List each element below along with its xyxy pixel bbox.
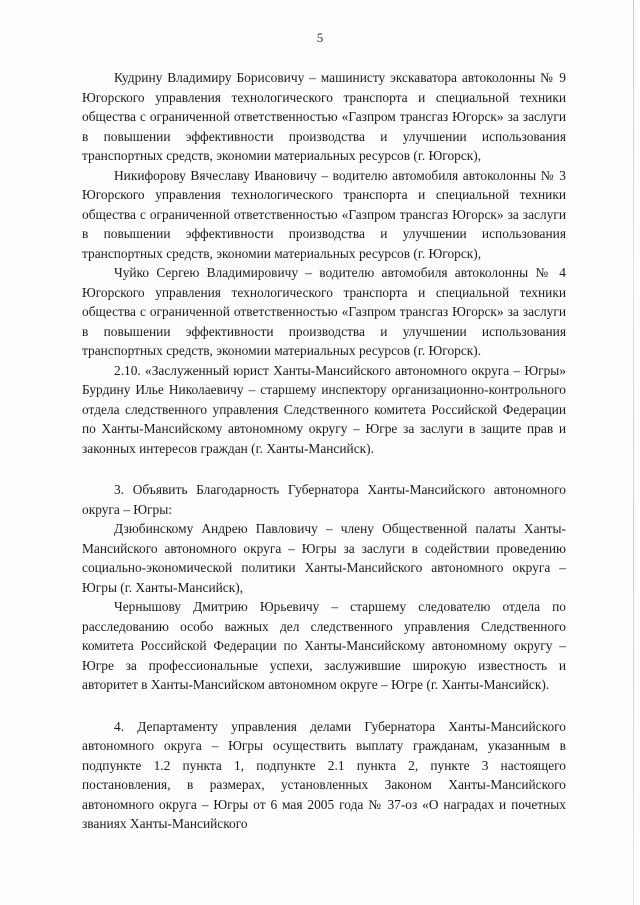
paragraph-item-2-10: 2.10. «Заслуженный юрист Ханты-Мансийского автономного округа – Югры» Бурдину Илье Николаевичу – старшему инспектору организационно-контрольного отдела следственного управления Следственного комитета Российской Федерации по Ханты-Мансийскому автономному округу – Югре за заслуги в защите прав и законных интересов граждан (г. Ханты-Мансийск). [82, 362, 566, 456]
paragraph-chernyshov: Чернышову Дмитрию Юрьевичу – старшему следователю отдела по расследованию особо важных дел следственного управления Следственного комитета Российской Федерации по Ханты-Мансийскому автономному округу – Югре за профессиональные успехи, заслужившие широкую известность и авторитет в Ханты-Мансийском автономном округе – Югре (г. Ханты-Мансийск). [82, 599, 566, 692]
paragraph-item-4: 4. Департаменту управления делами Губернатора Ханты-Мансийского автономного округа – Югры осуществить выплату гражданам, указанным в подпункте 1.2 пункта 1, подпункте 2.1 пункта 2, пункте 3 настоящего постановления, в размерах, установленных Законом Ханты-Мансийского автономного округа – Югры от 6 мая 2005 года № 37-оз «О наградах и почетных званиях Ханты-Мансийского [82, 718, 566, 831]
section-spacer [82, 458, 566, 480]
paragraph-kudrin: Кудрину Владимиру Борисовичу – машинисту экскаватора автоколонны № 9 Югорского управления технологического транспорта и специальной техники общества с ограниченной ответственностью «Газпром трансгаз Югорск» за заслуги в повышении эффективности производства и улучшении использования транспортных средств, экономии материальных ресурсов (г. Югорск), [82, 70, 566, 163]
paragraph-dzyubinsky: Дзюбинскому Андрею Павловичу – члену Общественной палаты Ханты-Мансийского автономного округа – Югры за заслуги в содействии проведению социально-экономической политики Ханты-Мансийского автономного округа – Югры (г. Ханты-Мансийск), [82, 521, 566, 595]
paragraph-nikiforov: Никифорову Вячеславу Ивановичу – водителю автомобиля автоколонны № 3 Югорского управления технологического транспорта и специальной техники общества с ограниченной ответственностью «Газпром трансгаз Югорск» за заслуги в повышении эффективности производства и улучшении использования транспортных средств, экономии материальных ресурсов (г. Югорск), [82, 167, 566, 261]
scan-edge-shadow [633, 0, 634, 905]
document-body [82, 68, 566, 834]
paragraph-chuyko: Чуйко Сергею Владимировичу – водителю автомобиля автоколонны № 4 Югорского управления технологического транспорта и специальной техники общества с ограниченной ответственностью «Газпром трансгаз Югорск» за заслуги в повышении эффективности производства и улучшении использования транспортных средств, экономии материальных ресурсов (г. Югорск). [82, 265, 566, 358]
page-number: 5 [316, 30, 324, 45]
section-spacer [82, 695, 566, 717]
paragraph-item-3: 3. Объявить Благодарность Губернатора Ханты-Мансийского автономного округа – Югры: [82, 482, 566, 517]
